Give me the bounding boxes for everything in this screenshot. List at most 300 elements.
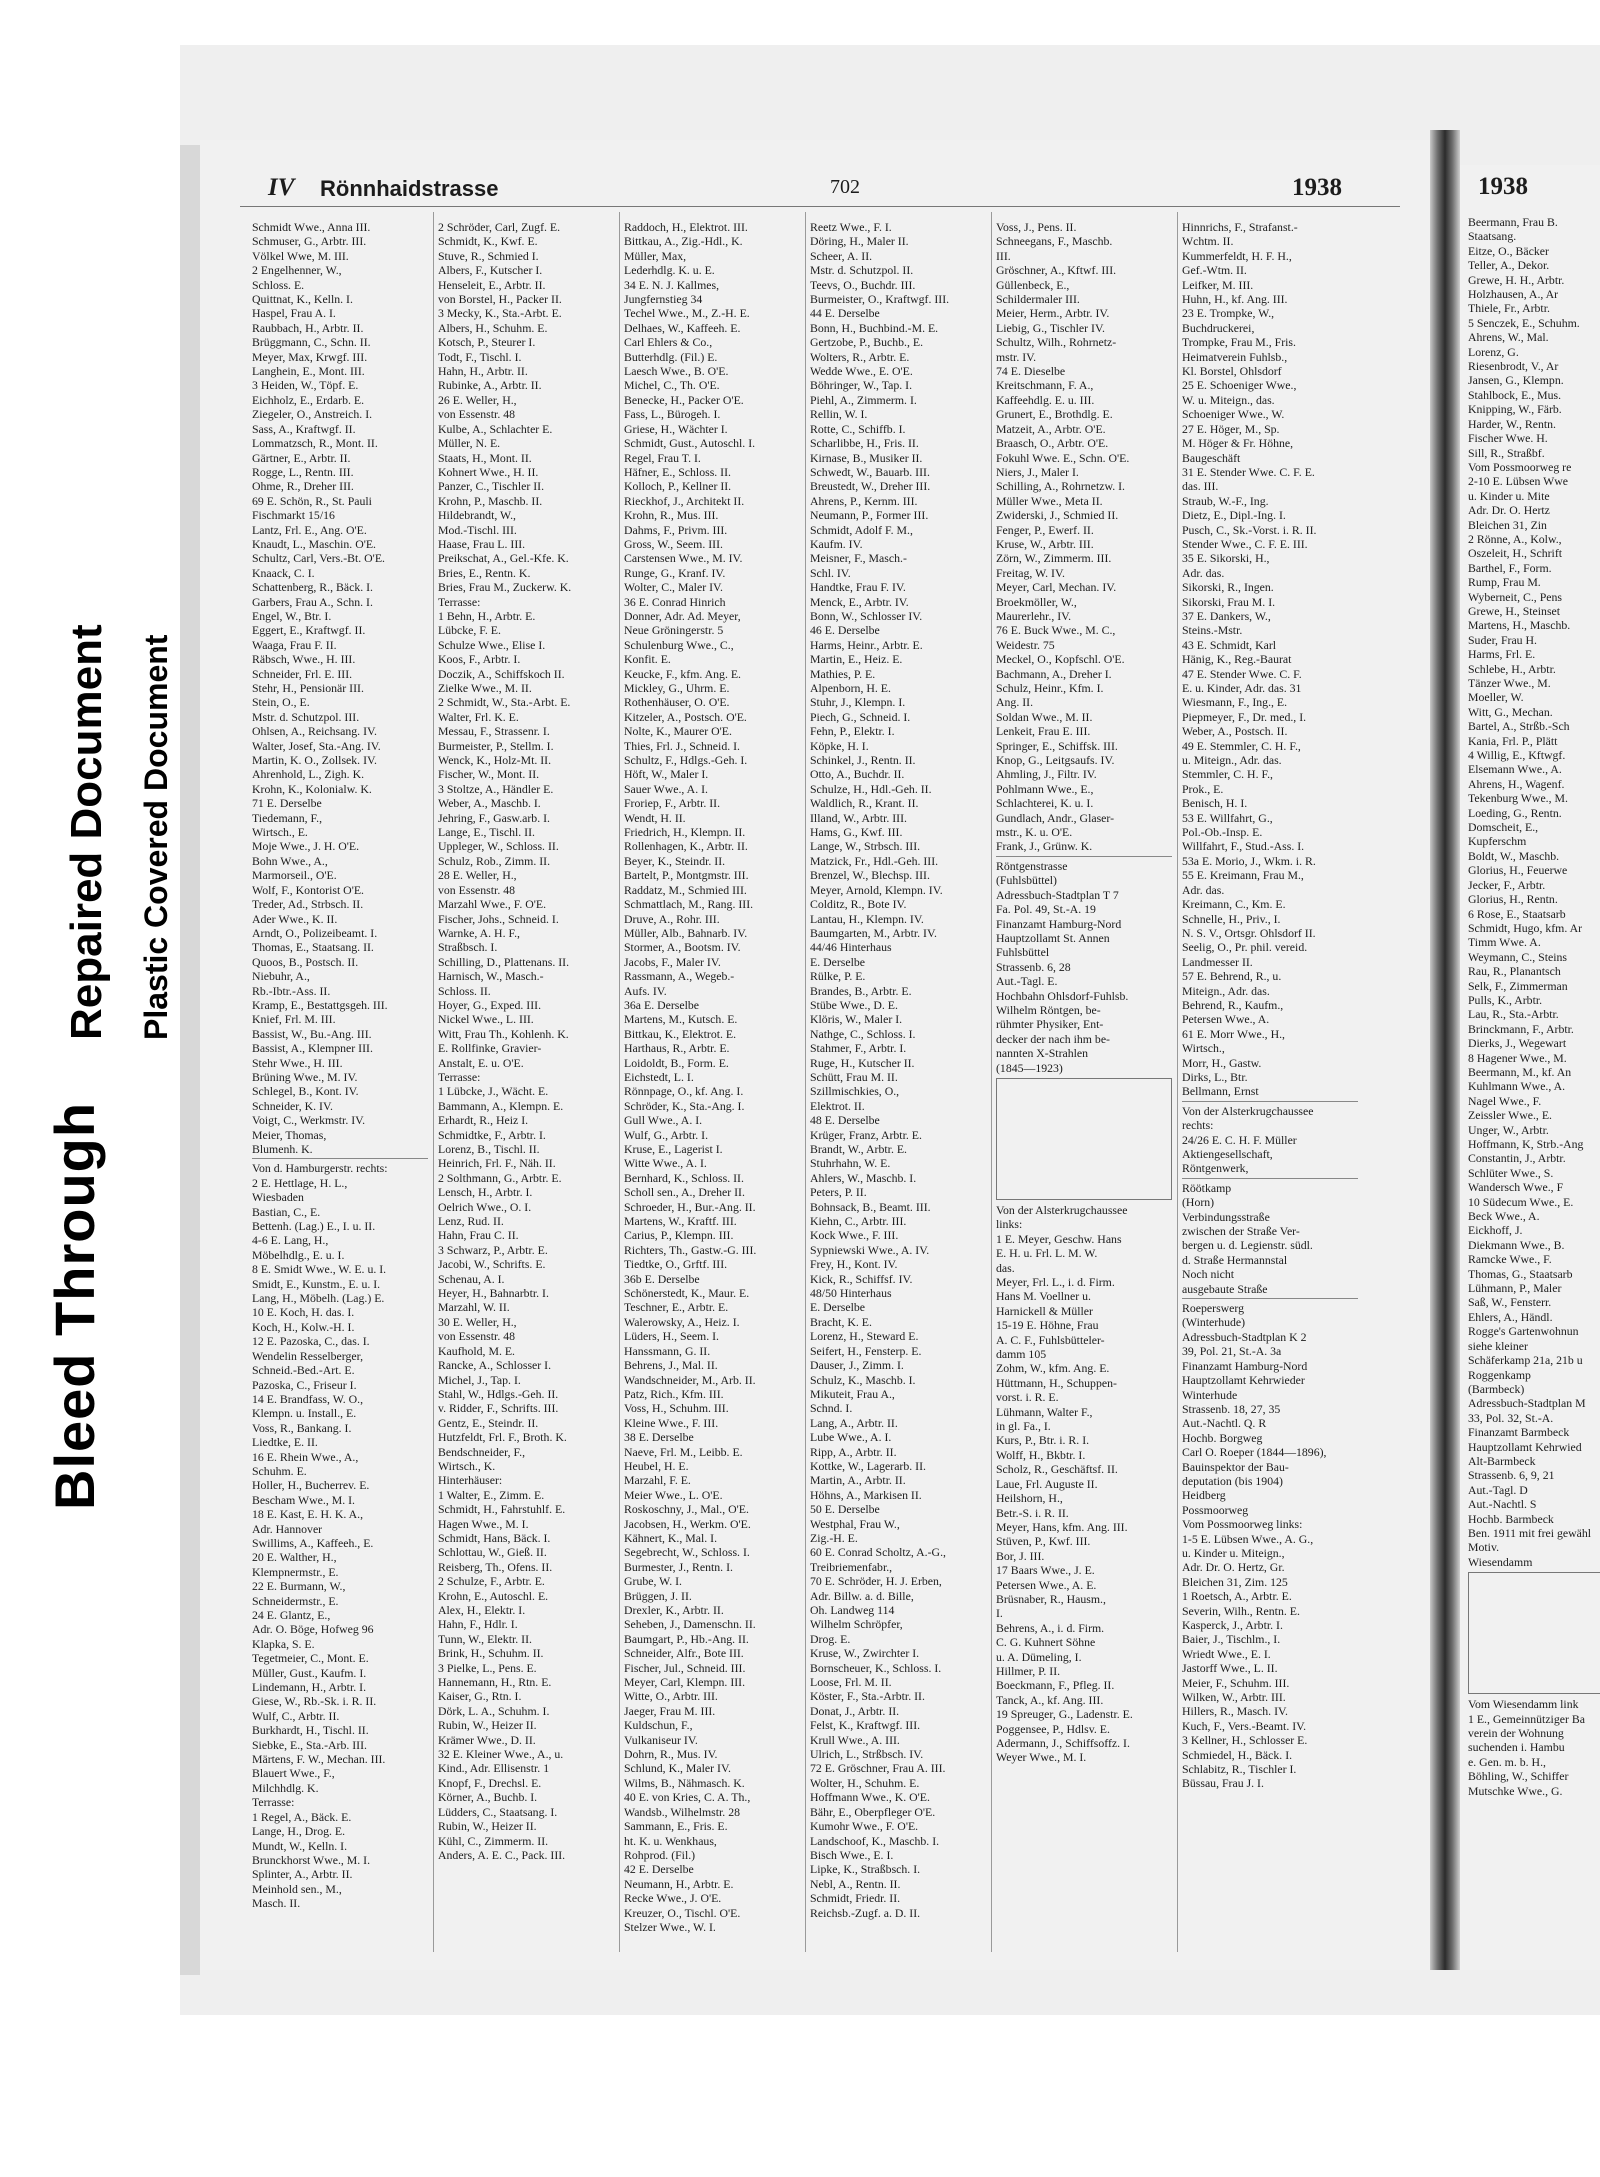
directory-entry: Schulz, Rob., Zimm. II.	[438, 853, 551, 868]
directory-entry: I.	[996, 1606, 1003, 1621]
directory-entry: Knopf, F., Drechsl. E.	[438, 1775, 542, 1790]
directory-entry: Knop, G., Leitgsaufs. IV.	[996, 753, 1115, 768]
directory-entry: Kruse, W., Arbtr. III.	[996, 536, 1094, 551]
directory-entry: Hoyer, G., Exped. III.	[438, 997, 542, 1012]
directory-entry: Quoos, B., Postsch. II.	[252, 954, 359, 969]
directory-entry: Kuch, F., Vers.-Beamt. IV.	[1182, 1718, 1307, 1733]
directory-entry: Ohme, R., Dreher III.	[252, 479, 354, 494]
directory-entry: Bescham Wwe., M. I.	[252, 1492, 355, 1507]
directory-entry: Schneider, Alfr., Bote III.	[624, 1646, 744, 1661]
directory-entry: Gundlach, Andr., Glaser-	[996, 810, 1115, 825]
directory-entry: Heinrich, Frl. F., Näh. II.	[438, 1156, 556, 1171]
directory-entry: Ahrens, W., Mal.	[1468, 330, 1549, 345]
directory-entry: Aut.-Nachtl. S	[1468, 1497, 1537, 1512]
directory-entry: Colditz, R., Bote IV.	[810, 897, 907, 912]
directory-entry: Liebig, G., Tischler IV.	[996, 320, 1105, 335]
directory-entry: Aktiengesellschaft,	[1182, 1147, 1273, 1161]
directory-entry: u. A. Dümeling, I.	[996, 1649, 1082, 1664]
directory-entry: Ader Wwe., K. II.	[252, 911, 338, 926]
directory-entry: 3 Pielke, L., Pens. E.	[438, 1660, 537, 1675]
directory-entry: Bleichen 31, Zim. 125	[1182, 1574, 1288, 1589]
directory-entry: Strassenb. 18, 27, 35	[1182, 1401, 1281, 1416]
directory-entry: Röntgenwerk,	[1182, 1161, 1249, 1176]
directory-entry: 2 Engelhenner, W.,	[252, 263, 342, 278]
directory-entry: Müller, Alb., Bahnarb. IV.	[624, 925, 748, 940]
directory-entry: Kaufhold, M. E.	[438, 1343, 515, 1358]
directory-entry: Maurerlehr., IV.	[996, 608, 1072, 623]
directory-entry: Burmeister, P., Stellm. I.	[438, 738, 554, 753]
facing-page	[1460, 165, 1600, 1970]
directory-entry: Suder, Frau H.	[1468, 632, 1537, 647]
directory-entry: Hams, G., Kwf. III.	[810, 825, 903, 840]
directory-entry: Niers, J., Maler I.	[996, 464, 1079, 479]
directory-entry: Schilling, A., Rohrnetzw. I.	[996, 479, 1125, 494]
directory-entry: Schmidt, Friedr. II.	[810, 1891, 901, 1906]
directory-entry: Bachmann, A., Dreher I.	[996, 666, 1112, 681]
directory-entry: 8 Hagener Wwe., M.	[1468, 1050, 1567, 1065]
directory-entry: Schmidt, Adolf F. M.,	[810, 522, 913, 537]
directory-entry: Schinkel, J., Rentn. II.	[810, 753, 916, 768]
directory-entry: Döring, H., Maler II.	[810, 234, 909, 249]
directory-entry: Scharlibbe, H., Fris. II.	[810, 436, 919, 451]
directory-entry: Meinhold sen., M.,	[252, 1881, 342, 1896]
directory-entry: Huhn, H., kf. Ang. III.	[1182, 292, 1288, 307]
directory-entry: Mundt, W., Kelln. I.	[252, 1838, 348, 1853]
directory-entry: Piehl, A., Zimmerm. I.	[810, 392, 917, 407]
directory-column-5	[996, 220, 1172, 1765]
directory-entry: Vom Possmoorweg links:	[1182, 1517, 1303, 1532]
directory-entry: Dietz, E., Dipl.-Ing. I.	[1182, 508, 1286, 523]
directory-column-6	[1182, 220, 1358, 1791]
directory-entry: 49 E. Stemmler, C. H. F.,	[1182, 738, 1301, 753]
directory-entry: Wiesendamm	[1468, 1554, 1533, 1569]
directory-entry: Burmeister, O., Kraftwgf. III.	[810, 292, 950, 307]
directory-entry: Witte Wwe., A. I.	[624, 1156, 707, 1171]
directory-entry: 2 Schmidt, W., Sta.-Arbt. E.	[438, 695, 571, 710]
directory-entry: Mathies, P. E.	[810, 666, 876, 681]
directory-entry: Ulrich, L., Strßbsch. IV.	[810, 1747, 924, 1762]
page-header	[240, 170, 1400, 207]
directory-entry: 36a E. Derselbe	[624, 997, 700, 1012]
directory-entry: Bries, Frau M., Zuckerw. K.	[438, 580, 572, 595]
directory-entry: Adr. Hannover	[252, 1521, 323, 1536]
directory-entry: Bornscheuer, K., Schloss. I.	[810, 1660, 942, 1675]
directory-entry: Lube Wwe., A. I.	[810, 1430, 892, 1445]
directory-entry: Straub, W.-F., Ing.	[1182, 493, 1269, 508]
directory-entry: Tanck, A., kf. Ang. III.	[996, 1692, 1104, 1707]
directory-entry: 2 E. Hettlage, H. L.,	[252, 1175, 348, 1190]
directory-entry: Petersen Wwe., A.	[1182, 1012, 1270, 1027]
directory-entry: Voigt, C., Werkmstr. IV.	[252, 1113, 366, 1128]
directory-entry: Meyer, Carl, Mechan. IV.	[996, 580, 1117, 595]
directory-entry: Kolloch, P., Kellner II.	[624, 479, 732, 494]
directory-entry: Meyer, Carl, Klempn. III.	[624, 1675, 746, 1690]
directory-entry: Staatsang.	[1468, 229, 1517, 244]
directory-entry: Elsemann Wwe., A.	[1468, 762, 1562, 777]
directory-entry: Niebuhr, A.,	[252, 969, 310, 984]
directory-entry: E. H. u. Frl. L. M. W.	[996, 1246, 1098, 1261]
directory-entry: Krämer Wwe., D. II.	[438, 1732, 536, 1747]
directory-entry: Schulze, H., Hdl.-Geh. II.	[810, 781, 932, 796]
directory-entry: Kulbe, A., Schlachter E.	[438, 421, 553, 436]
directory-entry: Brüning Wwe., M. IV.	[252, 1069, 358, 1084]
directory-entry: Rubinke, A., Arbtr. II.	[438, 378, 542, 393]
facing-page-column	[1468, 215, 1600, 1798]
directory-entry: vorst. i. R. E.	[996, 1390, 1059, 1405]
bleed-through-label: Bleed Through	[43, 1101, 106, 1510]
directory-entry: Baier, J., Tischlm., I.	[1182, 1632, 1281, 1647]
directory-entry: 70 E. Schröder, H. J. Erben,	[810, 1574, 942, 1589]
directory-entry: Smidt, E., Kunstm., E. u. I.	[252, 1276, 381, 1291]
directory-entry: 10 Südecum Wwe., E.	[1468, 1194, 1574, 1209]
directory-entry: Weber, A., Postsch. II.	[1182, 724, 1288, 739]
directory-entry: Doczik, A., Schiffskoch II.	[438, 666, 565, 681]
directory-entry: Beermann, M., kf. An	[1468, 1064, 1572, 1079]
directory-entry: Menck, E., Arbtr. IV.	[810, 594, 909, 609]
directory-column-2	[438, 220, 614, 1862]
directory-entry: Klöris, W., Maler I.	[810, 1012, 903, 1027]
directory-entry: Adressbuch-Stadtplan T 7	[996, 887, 1119, 902]
directory-entry: Segebrecht, W., Schloss. I.	[624, 1545, 750, 1560]
directory-entry: 25 E. Schoeniger Wwe.,	[1182, 378, 1297, 393]
directory-entry: Wchtm. II.	[1182, 234, 1234, 249]
directory-entry: Rogge, L., Rentn. III.	[252, 464, 354, 479]
directory-entry: ausgebaute Straße	[1182, 1281, 1268, 1296]
directory-entry: Morr, H., Gastw.	[1182, 1055, 1262, 1070]
directory-entry: Holzhausen, A., Ar	[1468, 287, 1559, 302]
directory-entry: Schl. IV.	[810, 565, 851, 580]
directory-entry: 15-19 E. Höhne, Frau	[996, 1318, 1099, 1333]
directory-entry: Schlachterei, K. u. I.	[996, 796, 1094, 811]
directory-entry: Harms, Frl. E.	[1468, 647, 1536, 662]
directory-entry: Reichsb.-Zugf. a. D. II.	[810, 1905, 921, 1920]
directory-entry: Brink, H., Schuhm. II.	[438, 1646, 544, 1661]
directory-entry: Hoffmann Wwe., K. O'E.	[810, 1790, 930, 1805]
directory-entry: Stuhr, J., Klempn. I.	[810, 695, 906, 710]
directory-entry: 38 E. Derselbe	[624, 1430, 694, 1445]
directory-entry: Sikorski, Frau M. I.	[1182, 594, 1276, 609]
directory-entry: Quittnat, K., Kelln. I.	[252, 292, 353, 307]
directory-entry: Mutschke Wwe., G.	[1468, 1783, 1563, 1798]
directory-entry: Stelzer Wwe., W. I.	[624, 1919, 716, 1934]
directory-entry: Stender Wwe., C. F. E. III.	[1182, 536, 1308, 551]
directory-entry: Pusch, C., Sk.-Vorst. i. R. II.	[1182, 522, 1317, 537]
directory-entry: Stübe Wwe., D. E.	[810, 997, 898, 1012]
directory-entry: 5 Senczek, E., Schuhm.	[1468, 315, 1580, 330]
directory-entry: Kurs, P., Btr. i. R. I.	[996, 1433, 1090, 1448]
directory-entry: Röötkamp	[1182, 1180, 1232, 1195]
directory-entry: Roggenkamp	[1468, 1367, 1531, 1382]
directory-entry: Vom Wiesendamm link	[1468, 1697, 1579, 1712]
directory-entry: Lang, A., Arbtr. II.	[810, 1415, 898, 1430]
directory-entry: Schilling, D., Plattenans. II.	[438, 954, 570, 969]
directory-entry: Fokuhl Wwe. E., Schn. O'E.	[996, 450, 1130, 465]
directory-entry: Möbelhdlg., E. u. I.	[252, 1247, 345, 1262]
directory-entry: Schröder, K., Sta.-Ang. I.	[624, 1098, 745, 1113]
directory-entry: Ruge, H., Kutscher II.	[810, 1055, 915, 1070]
directory-entry: Krüger, Franz, Arbtr. E.	[810, 1127, 922, 1142]
directory-entry: Meckel, O., Kopfschl. O'E.	[996, 652, 1125, 667]
directory-entry: Pulls, K., Arbtr.	[1468, 992, 1543, 1007]
directory-entry: Ripp, A., Arbtr. II.	[810, 1444, 897, 1459]
directory-entry: Lühmann, P., Maler	[1468, 1281, 1562, 1296]
directory-entry: Seifert, H., Fensterp. E.	[810, 1343, 922, 1358]
directory-entry: Wolter, C., Maler IV.	[624, 580, 723, 595]
directory-entry: 10 E. Koch, H. das. I.	[252, 1305, 355, 1320]
directory-entry: Häfner, E., Schloss. II.	[624, 464, 731, 479]
directory-entry: Mstr. d. Schutzpol. II.	[810, 263, 914, 278]
directory-entry: Fischer, Johs., Schneid. I.	[438, 911, 559, 926]
directory-entry: Bellmann, Ernst	[1182, 1084, 1259, 1099]
directory-entry: Kaufm. IV.	[810, 536, 863, 551]
directory-entry: Hauptzollamt Kehrwied	[1468, 1439, 1582, 1454]
directory-entry: Messau, F., Strassenr. I.	[438, 724, 550, 739]
directory-entry: (Horn)	[1182, 1195, 1215, 1210]
directory-entry: Kupferschm	[1468, 834, 1527, 849]
directory-entry: Waldlich, R., Krant. II.	[810, 796, 919, 811]
directory-entry: Hagen Wwe., M. I.	[438, 1516, 529, 1531]
section-rule	[1182, 1101, 1358, 1102]
directory-entry: Recke Wwe., J. O'E.	[624, 1891, 722, 1906]
directory-entry: Harms, Heinr., Arbtr. E.	[810, 637, 923, 652]
directory-entry: 55 E. Kreimann, Frau M.,	[1182, 868, 1304, 883]
directory-entry: Fa. Pol. 49, St.-A. 19	[996, 902, 1096, 917]
document-scan	[180, 45, 1600, 2015]
directory-entry: Barthel, F., Form.	[1468, 560, 1552, 575]
directory-entry: Carstensen Wwe., M. IV.	[624, 551, 743, 566]
directory-entry: Vom Possmoorweg re	[1468, 459, 1572, 474]
directory-entry: Hüttmann, H., Schuppen-	[996, 1375, 1117, 1390]
directory-entry: von Borstel, H., Packer II.	[438, 292, 562, 307]
directory-entry: 1 Roetsch, A., Arbtr. E.	[1182, 1589, 1292, 1604]
directory-entry: Klapka, S. E.	[252, 1636, 315, 1651]
directory-entry: Bonn, H., Buchbind.-M. E.	[810, 320, 939, 335]
directory-entry: Hochb. Barmbeck	[1468, 1511, 1554, 1526]
directory-entry: Wendelin Resselberger,	[252, 1348, 364, 1363]
directory-entry: Giese, W., Rb.-Sk. i. R. II.	[252, 1694, 377, 1709]
directory-entry: Lenz, Rud. II.	[438, 1214, 504, 1229]
directory-entry: Burkhardt, H., Tischl. II.	[252, 1723, 369, 1738]
directory-entry: Hutzfeldt, Frl. F., Broth. K.	[438, 1430, 567, 1445]
directory-entry: 1 Regel, A., Bäck. E.	[252, 1809, 352, 1824]
directory-entry: Breustedt, W., Dreher III.	[810, 479, 931, 494]
directory-entry: Alex, H., Elektr. I.	[438, 1603, 526, 1617]
directory-entry: Finanzamt Barmbeck	[1468, 1425, 1570, 1440]
directory-entry: Dahms, F., Privm. III.	[624, 522, 728, 537]
directory-entry: Kreuzer, O., Tischl. O'E.	[624, 1905, 741, 1920]
directory-entry: Warnke, A. H. F.,	[438, 925, 520, 940]
directory-entry: Heilshorn, H.,	[996, 1491, 1063, 1506]
directory-entry: (1845—1923)	[996, 1060, 1063, 1075]
directory-entry: Schenau, A. I.	[438, 1271, 505, 1286]
directory-entry: Heimatverein Fuhlsb.,	[1182, 349, 1288, 364]
section-rule	[996, 856, 1172, 857]
directory-entry: Schlottau, W., Gieß. II.	[438, 1545, 547, 1560]
directory-entry: Mstr. d. Schutzpol. III.	[252, 709, 360, 724]
directory-entry: 4 Willig, E., Kftwgf.	[1468, 748, 1566, 763]
directory-entry: Boldt, W., Maschb.	[1468, 848, 1560, 863]
directory-entry: 2 Rönne, A., Kolw.,	[1468, 531, 1562, 546]
directory-entry: Dohrn, R., Mus. IV.	[624, 1747, 718, 1762]
directory-entry: Jacobs, F., Maler IV.	[624, 954, 721, 969]
directory-entry: Kiehn, C., Arbtr. III.	[810, 1214, 907, 1229]
directory-entry: Wilhelm Röntgen, be-	[996, 1002, 1101, 1017]
directory-entry: Grewe, H. H., Arbtr.	[1468, 272, 1565, 287]
directory-entry: Seelig, O., Pr. phil. vereid.	[1182, 940, 1308, 955]
directory-entry: Martens, W., Kraftf. III.	[624, 1214, 737, 1229]
directory-entry: Ahrens, P., Kernm. III.	[810, 493, 918, 508]
directory-entry: Preikschat, A., Gel.-Kfe. K.	[438, 551, 569, 566]
directory-entry: Loeding, G., Rentn.	[1468, 805, 1562, 820]
directory-entry: Kuhlmann Wwe., A.	[1468, 1079, 1566, 1094]
directory-entry: Burmester, J., Rentn. I.	[624, 1559, 733, 1574]
directory-entry: Anstalt, E. u. O'E.	[438, 1055, 524, 1070]
directory-entry: Wiesmann, F., Ing., E.	[1182, 695, 1288, 710]
directory-entry: Brüggmann, C., Schn. II.	[252, 335, 371, 350]
directory-entry: Lorenz, H., Steward E.	[810, 1329, 919, 1344]
directory-entry: Glorius, H., Rentn.	[1468, 892, 1558, 907]
directory-entry: Laesch Wwe., B. O'E.	[624, 364, 729, 379]
directory-entry: Anders, A. E. C., Pack. III.	[438, 1847, 566, 1862]
directory-entry: Schmattlach, M., Rang. III.	[624, 897, 754, 912]
directory-entry: Von der Alsterkrugchaussee	[1182, 1103, 1314, 1118]
directory-entry: Harthaus, R., Arbtr. E.	[624, 1041, 730, 1056]
directory-entry: Adressbuch-Stadtplan K 2	[1182, 1329, 1307, 1344]
directory-entry: Stehr, H., Pensionär III.	[252, 681, 364, 695]
book-fold	[1430, 130, 1460, 1970]
directory-entry: Lederhdlg. K. u. E.	[624, 263, 715, 278]
directory-entry: Zig.-H. E.	[810, 1530, 858, 1545]
directory-entry: 1 Lübcke, J., Wächt. E.	[438, 1084, 549, 1099]
directory-entry: Loose, Frl. M. II.	[810, 1675, 892, 1690]
directory-entry: Walter, Josef, Sta.-Ang. IV.	[252, 738, 381, 753]
directory-entry: Glorius, H., Feuerwe	[1468, 863, 1568, 878]
directory-entry: Schmuser, G., Arbtr. III.	[252, 234, 367, 249]
directory-entry: Garbers, Frau A., Schn. I.	[252, 594, 373, 609]
directory-entry: E. Derselbe	[810, 1300, 866, 1315]
directory-entry: Walerowsky, A., Heiz. I.	[624, 1314, 740, 1329]
directory-entry: Wilken, W., Arbtr. III.	[1182, 1690, 1286, 1705]
directory-entry: 3 Heiden, W., Töpf. E.	[252, 378, 359, 393]
directory-entry: Ramcke Wwe., F.	[1468, 1252, 1552, 1267]
directory-entry: Kuldschun, F.,	[624, 1718, 693, 1733]
directory-entry: Jacobsen, H., Werkm. O'E.	[624, 1516, 751, 1531]
directory-entry: Bartel, A., Strßb.-Sch	[1468, 719, 1570, 734]
directory-entry: Straßbsch. I.	[438, 940, 498, 955]
directory-entry: Bammann, A., Klempn. E.	[438, 1098, 564, 1113]
directory-entry: Adr. Billw. a. d. Bille,	[810, 1588, 914, 1603]
directory-entry: Knaack, C. I.	[252, 565, 315, 580]
directory-entry: Beyer, K., Steindr. II.	[624, 853, 726, 868]
directory-entry: Betr.-S. i. R. II.	[996, 1505, 1069, 1520]
directory-entry: Schnelle, H., Priv., I.	[1182, 911, 1281, 926]
directory-entry: 53 E. Willfahrt, G.,	[1182, 810, 1273, 825]
directory-entry: Bittkau, K., Elektrot. E.	[624, 1026, 737, 1041]
directory-entry: Rollenhagen, K., Arbtr. II.	[624, 839, 748, 854]
directory-entry: d. Straße Hermannstal	[1182, 1252, 1288, 1267]
directory-entry: Nathge, C., Schloss. I.	[810, 1026, 916, 1041]
column-divider	[991, 212, 992, 1952]
directory-entry: Bracht, K. E.	[810, 1314, 872, 1329]
directory-entry: Lüders, H., Seem. I.	[624, 1329, 720, 1344]
directory-entry: Voss, H., Schuhm. III.	[624, 1401, 729, 1416]
directory-entry: Brenzel, W., Blechsp. III.	[810, 868, 930, 883]
directory-entry: Martin, K. O., Zollsek. IV.	[252, 753, 377, 768]
directory-entry: Kottke, W., Lagerarb. II.	[810, 1458, 926, 1473]
directory-entry: Schultz, F., Hdlgs.-Geh. I.	[624, 753, 748, 768]
directory-entry: Blumenh. K.	[252, 1142, 313, 1156]
directory-entry: Tiedtke, O., Grftf. III.	[624, 1257, 728, 1272]
directory-entry: Uppleger, W., Schloss. II.	[438, 839, 559, 854]
directory-entry: Nagel Wwe., F.	[1468, 1093, 1542, 1108]
directory-entry: Heidberg	[1182, 1488, 1226, 1503]
directory-entry: Strassenb. 6, 9, 21	[1468, 1468, 1555, 1483]
directory-entry: 48/50 Hinterhaus	[810, 1286, 892, 1301]
directory-entry: 57 E. Behrend, R., u.	[1182, 969, 1282, 984]
directory-entry: Reisberg, Th., Ofens. II.	[438, 1559, 553, 1574]
directory-entry: Verbindungsstraße	[1182, 1209, 1270, 1224]
directory-entry: Riesenbrodt, V., Ar	[1468, 359, 1559, 374]
directory-entry: Schlebe, H., Arbtr.	[1468, 661, 1556, 676]
directory-entry: 48 E. Derselbe	[810, 1113, 880, 1128]
directory-entry: Heubel, H. E.	[624, 1458, 689, 1473]
directory-entry: 33, Pol. 32, St.-A.	[1468, 1410, 1554, 1425]
directory-entry: Röntgenstrasse	[996, 858, 1068, 873]
directory-entry: Loidoldt, B., Form. E.	[624, 1055, 729, 1070]
directory-entry: Kotsch, P., Steurer I.	[438, 335, 536, 350]
directory-entry: Rotte, C., Schiffb. I.	[810, 421, 906, 436]
directory-entry: Dauser, J., Zimm. I.	[810, 1358, 904, 1373]
directory-entry: Wilms, B., Nähmasch. K.	[624, 1775, 745, 1790]
directory-entry: Felst, K., Kraftwgf. III.	[810, 1718, 921, 1733]
directory-entry: Zwiderski, J., Schmied II.	[996, 508, 1119, 523]
directory-entry: Rubin, W., Heizer II.	[438, 1718, 537, 1733]
directory-entry: Wandersch Wwe., F	[1468, 1180, 1564, 1195]
directory-entry: Rau, R., Planantsch	[1468, 964, 1561, 979]
directory-entry: 47 E. Stender Wwe. C. F.	[1182, 666, 1302, 681]
directory-entry: E. u. Kinder, Adr. das. 31	[1182, 681, 1302, 695]
directory-entry: 2 Schulze, F., Arbtr. E.	[438, 1574, 545, 1589]
directory-entry: Müller, N. E.	[438, 436, 501, 451]
directory-entry: 40 E. von Kries, C. A. Th.,	[624, 1790, 751, 1805]
directory-entry: Sypniewski Wwe., A. IV.	[810, 1242, 930, 1257]
directory-entry: 30 E. Weller, H.,	[438, 1314, 517, 1329]
directory-entry: Wirtsch., K.	[438, 1458, 496, 1473]
directory-entry: Fischer, W., Mont. II.	[438, 767, 540, 782]
directory-entry: Hänig, K., Reg.-Baurat	[1182, 652, 1292, 667]
directory-entry: Thomas, G., Staatsarb	[1468, 1266, 1573, 1281]
directory-entry: Neumann, H., Arbtr. E.	[624, 1876, 734, 1891]
directory-entry: 3 Stoltze, A., Händler E.	[438, 781, 554, 796]
directory-entry: 3 Mecky, K., Sta.-Arbt. E.	[438, 306, 562, 321]
directory-entry: Roeperswerg	[1182, 1301, 1245, 1316]
repaired-document-label: Repaired Document	[62, 624, 111, 1040]
directory-entry: 20 E. Walther, H.,	[252, 1550, 337, 1565]
directory-entry: Fischmarkt 15/16	[252, 508, 335, 523]
directory-entry: Drexler, K., Arbtr. II.	[624, 1603, 724, 1617]
directory-entry: Runge, G., Kranf. IV.	[624, 565, 726, 580]
directory-entry: Albers, F., Kutscher I.	[438, 263, 543, 278]
directory-entry: 50 E. Derselbe	[810, 1502, 880, 1517]
directory-entry: Seheben, J., Damenschn. II.	[624, 1617, 756, 1632]
directory-entry: Haase, Frau L. III.	[438, 536, 526, 551]
directory-entry: Michel, J., Tap. I.	[438, 1372, 521, 1387]
directory-entry: Laue, Frl. Auguste II.	[996, 1476, 1098, 1491]
directory-entry: Rump, Frau M.	[1468, 575, 1541, 590]
directory-entry: Zörn, W., Zimmerm. III.	[996, 551, 1112, 566]
directory-entry: Thomas, E., Staatsang. II.	[252, 940, 374, 955]
directory-entry: Eickhoff, J.	[1468, 1223, 1523, 1238]
